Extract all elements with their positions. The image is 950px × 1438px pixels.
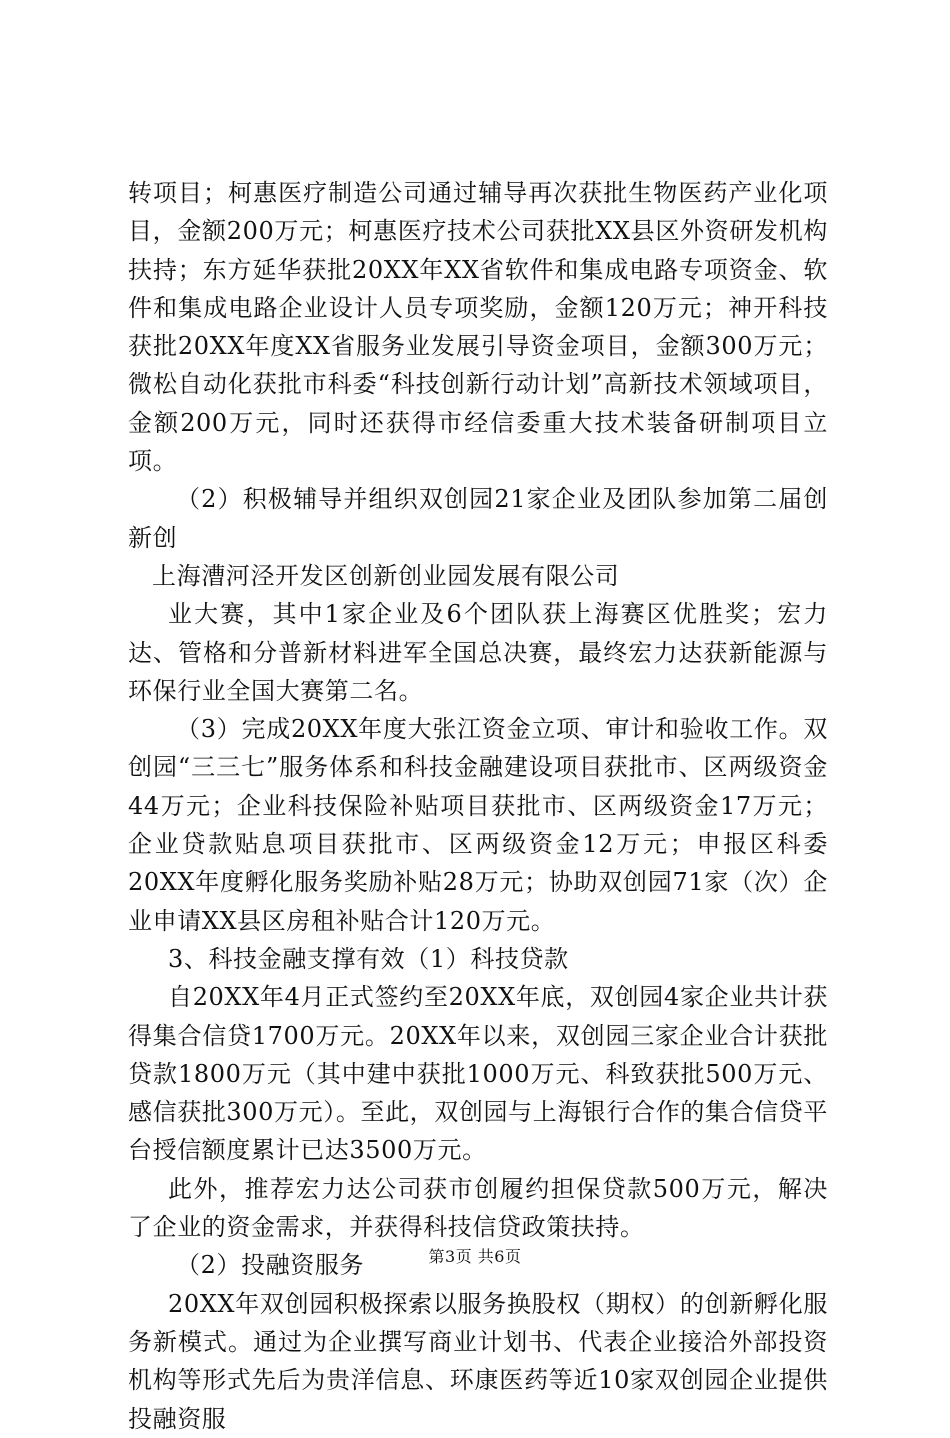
paragraph-contest-results: 业大赛，其中1家企业及6个团队获上海赛区优胜奖；宏力达、管格和分普新材料进军全国总决赛，最终宏力达获新能源与环保行业全国大赛第二名。	[128, 600, 828, 705]
paragraph-zhangjiang-funds: （3）完成20XX年度大张江资金立项、审计和验收工作。双创园“三三七”服务体系和科技金融建设项目获批市、区两级资金44万元；企业科技保险补贴项目获批市、区两级资金17万元；企业贷款贴息项目获批市、区两级资金12万元；申报区科委20XX年度孵化服务奖励补贴28万元；协助双创园71家（次）企业申请XX县区房租补贴合计120万元。	[128, 715, 828, 935]
paragraph-guarantee-loan: 此外，推荐宏力达公司获市创履约担保贷款500万元，解决了企业的资金需求，并获得科技信贷政策扶持。	[128, 1174, 828, 1242]
section-heading-tech-finance: 3、科技金融支撑有效（1）科技贷款	[168, 944, 569, 973]
running-header-company: 上海漕河泾开发区创新创业园发展有限公司	[152, 561, 620, 590]
page-number-footer: 第3页 共6页	[428, 1247, 522, 1266]
paragraph-tech-loans: 自20XX年4月正式签约至20XX年底，双创园4家企业共计获得集合信贷1700万元。20XX年以来，双创园三家企业合计获批贷款1800万元（其中建中获批1000万元、科致获批500万元、感信获批300万元）。至此，双创园与上海银行合作的集合信贷平台授信额度累计已达3500万元。	[128, 983, 828, 1165]
paragraph-innovation-contest: （2）积极辅导并组织双创园21家企业及团队参加第二届创新创	[128, 485, 828, 552]
paragraph-project-approvals: 转项目；柯惠医疗制造公司通过辅导再次获批生物医药产业化项目，金额200万元；柯惠医疗技术公司获批XX县区外资研发机构扶持；东方延华获批20XX年XX省软件和集成电路专项资金、软件和集成电路企业设计人员专项奖励，金额120万元；神开科技获批20XX年度XX省服务业发展引导资金项目，金额300万元；微松自动化获批市科委“科技创新行动计划”高新技术领域项目，金额200万元，同时还获得市经信委重大技术装备研制项目立项。	[128, 179, 828, 476]
subheading-investment-services: （2）投融资服务	[176, 1251, 365, 1280]
paragraph-investment-services: 20XX年双创园积极探索以服务换股权（期权）的创新孵化服务新模式。通过为企业撰写商业计划书、代表企业接洽外部投资机构等形式先后为贵洋信息、环康医药等近10家双创园企业提供投融资服	[128, 1289, 828, 1433]
